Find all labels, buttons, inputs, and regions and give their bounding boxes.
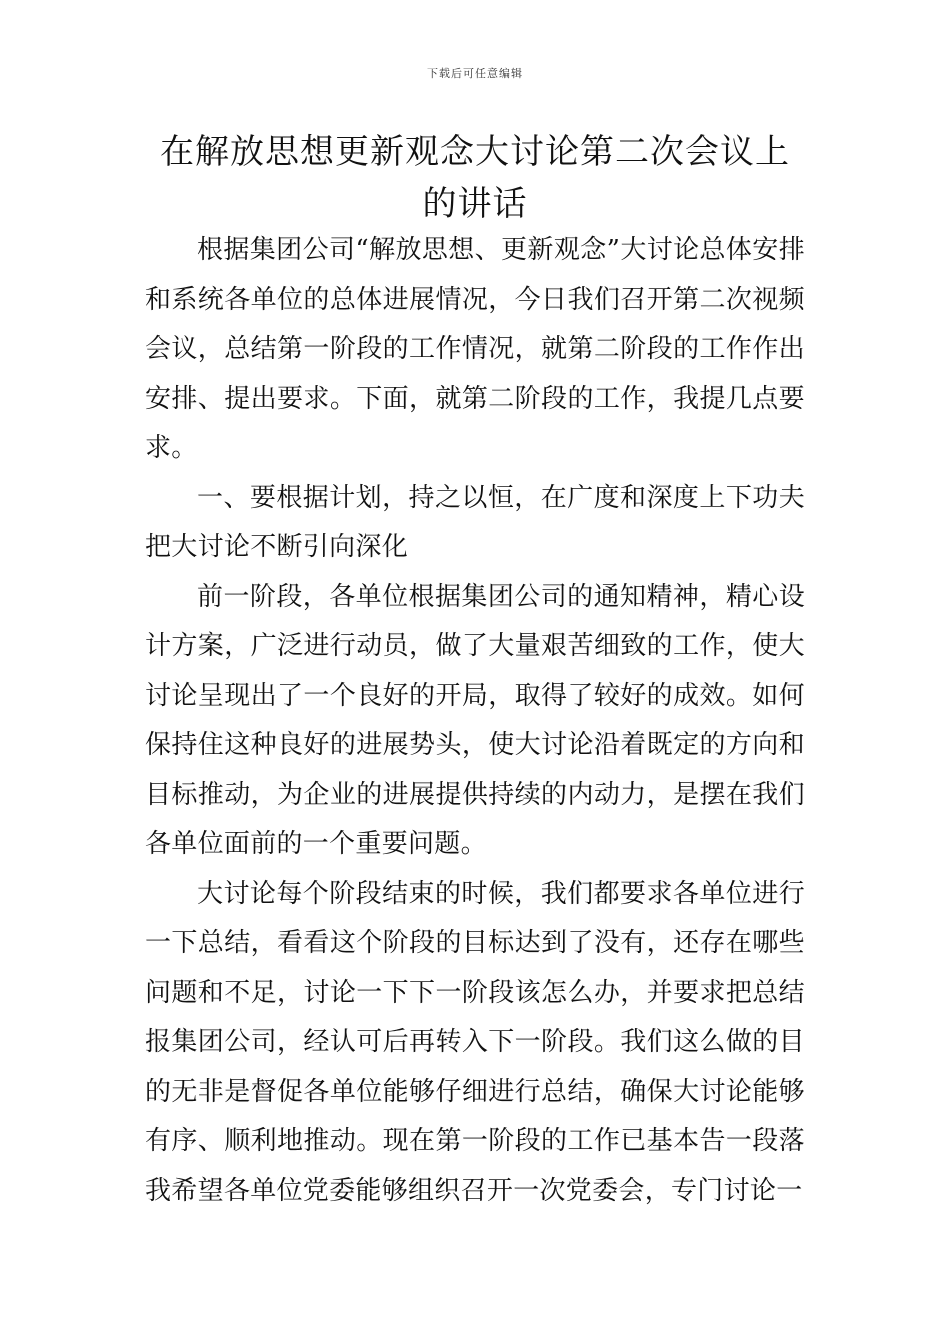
paragraph-intro: 根据集团公司“解放思想、更新观念”大讨论总体安排和系统各单位的总体进展情况，今日我们召开第二次视频会议，总结第一阶段的工作情况，就第二阶段的工作作出安排、提出要求。下面，就第二阶段的工作，我提几点要求。: [145, 235, 805, 463]
document-title: 在解放思想更新观念大讨论第二次会议上的讲话: [160, 132, 790, 224]
paragraph-previous-stage: 前一阶段，各单位根据集团公司的通知精神，精心设计方案，广泛进行动员，做了大量艰苦细致的工作，使大讨论呈现出了一个良好的开局，取得了较好的成效。如何保持住这种良好的进展势头，使大讨论沿着既定的方向和目标推动，为企业的进展提供持续的内动力，是摆在我们各单位面前的一个重要问题。: [145, 581, 805, 859]
document-body: [145, 226, 805, 1216]
paragraph-stage-summary: 大讨论每个阶段结束的时候，我们都要求各单位进行一下总结，看看这个阶段的目标达到了没有，还存在哪些问题和不足，讨论一下下一阶段该怎么办，并要求把总结报集团公司，经认可后再转入下一阶段。我们这么做的目的无非是督促各单位能够仔细进行总结，确保大讨论能够有序、顺利地推动。现在第一阶段的工作已基本告一段落我希望各单位党委能够组织召开一次党委会，专门讨论一: [145, 878, 805, 1206]
paragraph-section-heading: 一、要根据计划，持之以恒，在广度和深度上下功夫把大讨论不断引向深化: [145, 482, 805, 562]
download-note: 下载后可任意编辑: [427, 67, 523, 80]
